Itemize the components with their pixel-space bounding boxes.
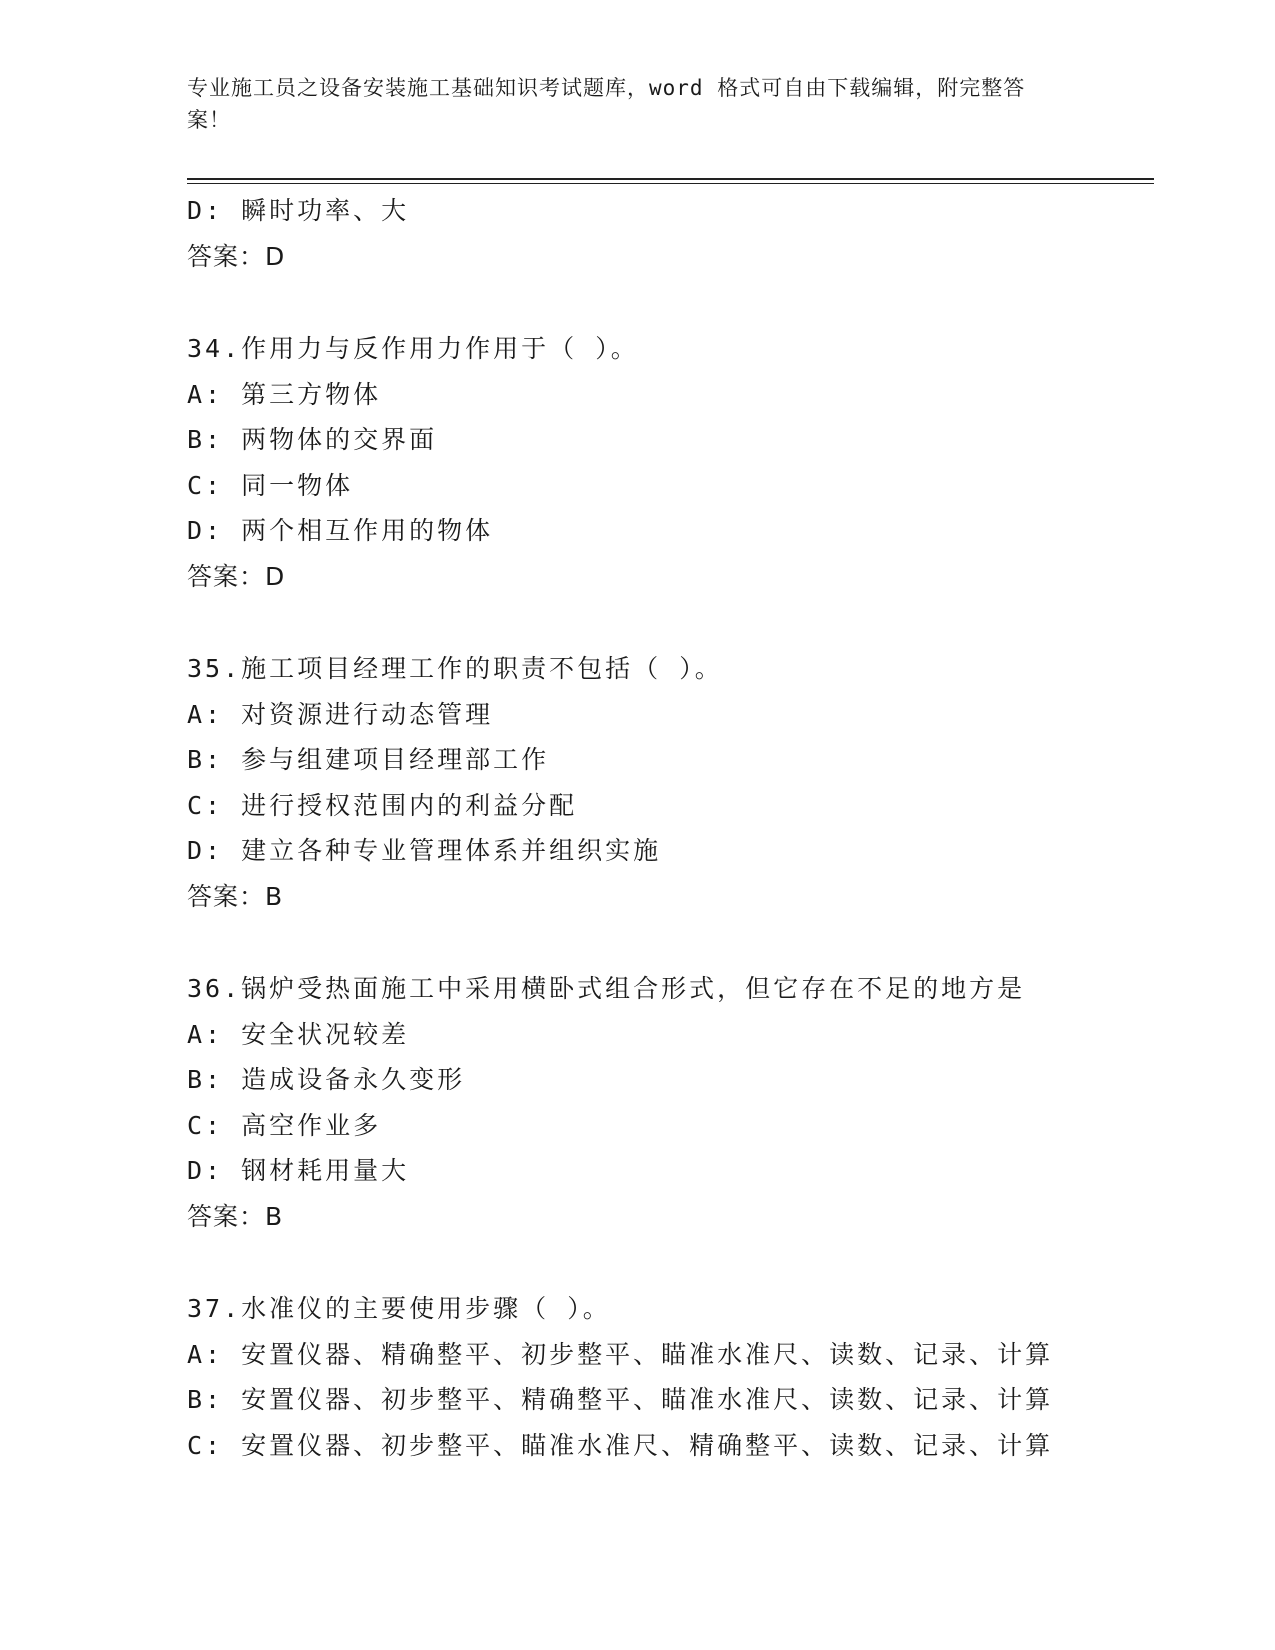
question-36 [187,966,1147,1239]
answer: 答案：D [187,561,286,591]
spacer [187,599,1147,646]
question-list [187,188,1147,1468]
option-b: B: 参与组建项目经理部工作 [187,745,550,774]
prev-answer: 答案：D [187,241,286,271]
option-a: A: 第三方物体 [187,379,382,409]
option-d: D: 建立各种专业管理体系并组织实施 [187,836,662,865]
option-c: C: 安置仪器、初步整平、瞄准水准尺、精确整平、读数、记录、计算 [187,1430,1054,1460]
question-34 [187,326,1147,599]
option-b: B: 安置仪器、初步整平、精确整平、瞄准水准尺、读数、记录、计算 [187,1385,1054,1414]
question-35 [187,646,1147,919]
header-rule-thin [187,183,1154,184]
spacer [187,279,1147,326]
option-c: C: 进行授权范围内的利益分配 [187,790,578,820]
question-stem: 34.作用力与反作用力作用于（ ）。 [187,334,639,363]
question-37 [187,1286,1147,1468]
option-c: C: 同一物体 [187,470,354,500]
answer: 答案：B [187,1201,284,1231]
spacer [187,919,1147,966]
spacer [187,1239,1147,1286]
document-header: 专业施工员之设备安装施工基础知识考试题库，word 格式可自由下载编辑，附完整答案！ [187,76,1026,132]
question-stem: 37.水准仪的主要使用步骤（ ）。 [187,1294,611,1323]
option-c: C: 高空作业多 [187,1110,382,1140]
option-d: D: 钢材耗用量大 [187,1156,410,1185]
option-b: B: 两物体的交界面 [187,425,438,454]
header-rule-thick [187,178,1154,180]
option-b: B: 造成设备永久变形 [187,1065,466,1094]
answer: 答案：B [187,881,284,911]
question-stem: 36.锅炉受热面施工中采用横卧式组合形式，但它存在不足的地方是 [187,974,1026,1003]
option-a: A: 安全状况较差 [187,1019,410,1049]
question-stem: 35.施工项目经理工作的职责不包括（ ）。 [187,654,723,683]
prev-option-d: D: 瞬时功率、大 [187,196,410,225]
option-a: A: 安置仪器、精确整平、初步整平、瞄准水准尺、读数、记录、计算 [187,1339,1054,1369]
option-d: D: 两个相互作用的物体 [187,516,494,545]
option-a: A: 对资源进行动态管理 [187,699,494,729]
